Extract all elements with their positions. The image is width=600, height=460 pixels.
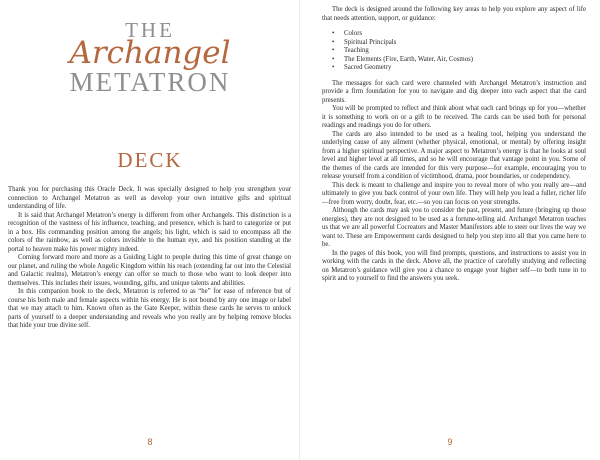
list-item-label: Teaching xyxy=(344,47,369,54)
list-item-label: Spiritual Principals xyxy=(344,38,397,46)
bullet-icon: • xyxy=(332,64,335,71)
title-archangel: Archangel xyxy=(69,35,231,71)
paragraph: Coming forward more and more as a Guiding Light to people during this time of great change on our planet, and ruling the whole Angelic Kingdom within his reach (extending far out into the Celestial and Galactic realms), Metatron’s energy can offer so much to those who want to look deeper into themselves. This includes their issues, wounding, gifts, and unique talents and abilities. xyxy=(8,254,291,287)
list-item-label: The Elements (Fire, Earth, Water, Air, Cosmos) xyxy=(344,55,474,63)
title-the: THE xyxy=(125,18,175,42)
paragraph: The messages for each card were channeled with Archangel Metatron’s instruction and provide a firm foundation for you to navigate and dig deeper into each aspect that the card presents. xyxy=(322,79,586,104)
book-title xyxy=(0,20,300,96)
bullet-icon: • xyxy=(332,38,335,46)
bullet-icon: • xyxy=(332,55,335,63)
intro-paragraph: The deck is designed around the following key areas to help you explore any aspect of life that needs attention, support, or guidance: xyxy=(322,6,586,22)
paragraph: It is said that Archangel Metatron’s energy is different from other Archangels. This distinction is a recognition of the vastness of his influence, teaching, and presence, which is hard to categorize or put in a box. His commanding position among the angels; his light, which is said to encompass all the colors of the rainbow, as well as colors invisible to the human eye, and his position standing at the portal to heaven make his power mighty indeed. xyxy=(8,211,291,253)
paragraph: The cards are also intended to be used as a healing tool, helping you understand the underlying cause of any ailment (whether physical, emotional, or mental) by offering insight from a higher spiritual perspective. A major aspect to Metatron’s energy is that he looks at soul level and higher level at all times, and so he will encourage that vantage point in you. Some of the themes of the cards are intended for this very purpose—for example, encouraging you to release yourself from a condition of victimhood, drama, poor boundaries, or codependency. xyxy=(322,130,586,180)
right-body-text xyxy=(322,6,586,284)
paragraph: Thank you for purchasing this Oracle Deck. It was specially designed to help you strengthen your connection to Archangel Metatron as well as develop your own intuitive gifts and spiritual understanding of life. xyxy=(8,186,291,210)
deck-heading: DECK xyxy=(117,148,183,172)
paragraph: This deck is meant to challenge and inspire you to reveal more of who you really are—and ultimately to give you back control of your own life. They will help you lead a fuller, richer life—free from worry, doubt, fear, etc.—so you can focus on your strengths. xyxy=(322,181,586,206)
list-item xyxy=(332,39,586,48)
paragraph: Although the cards may ask you to consider the past, present, and future (bringing up those energies), they are not designed to be used as a fortune-telling aid. Archangel Metatron teaches us that we are all powerful Cocreators and Master Manifestors able to steer our lives the way we want to. These are Empowerment cards designed to help you step into all that you came here to be. xyxy=(322,207,586,248)
list-item-label: Sacred Geometry xyxy=(344,64,392,71)
bullet-icon: • xyxy=(332,30,335,37)
page-number-right: 9 xyxy=(447,437,453,447)
list-item xyxy=(332,56,586,65)
paragraph: You will be prompted to reflect and think about what each card brings up for you—whether it is something to work on or a gift to be received. The cards can be used both for personal readings and readings you do for others. xyxy=(322,105,586,129)
title-metatron: METATRON xyxy=(69,67,231,97)
key-areas-list xyxy=(332,30,586,73)
right-page xyxy=(300,0,600,460)
bullet-icon: • xyxy=(332,47,335,54)
paragraph: In this companion book to the deck, Metatron is referred to as “he” for ease of reference but of course his both male and female aspects within his energy. He is not bound by any one image or label that we may attach to him. Known often as the Gate Keeper, within these cards he serves to unlock parts of yourself to a deeper understanding and reveals who you really are by helping remove blocks that hide your true divine self. xyxy=(8,288,291,329)
page-number-left: 8 xyxy=(147,437,153,447)
list-item-label: Colors xyxy=(344,30,363,37)
paragraph: In the pages of this book, you will find prompts, questions, and instructions to assist you in working with the cards in the deck. Above all, the practice of carefully studying and reflecting on Metatron’s guidance will give you a chance to engage your higher self—to both tune in to spirit and to yourself to find the answers you seek. xyxy=(322,249,586,282)
left-body-text xyxy=(8,186,291,331)
list-item xyxy=(332,30,586,39)
list-item xyxy=(332,47,586,56)
list-item xyxy=(332,64,586,73)
